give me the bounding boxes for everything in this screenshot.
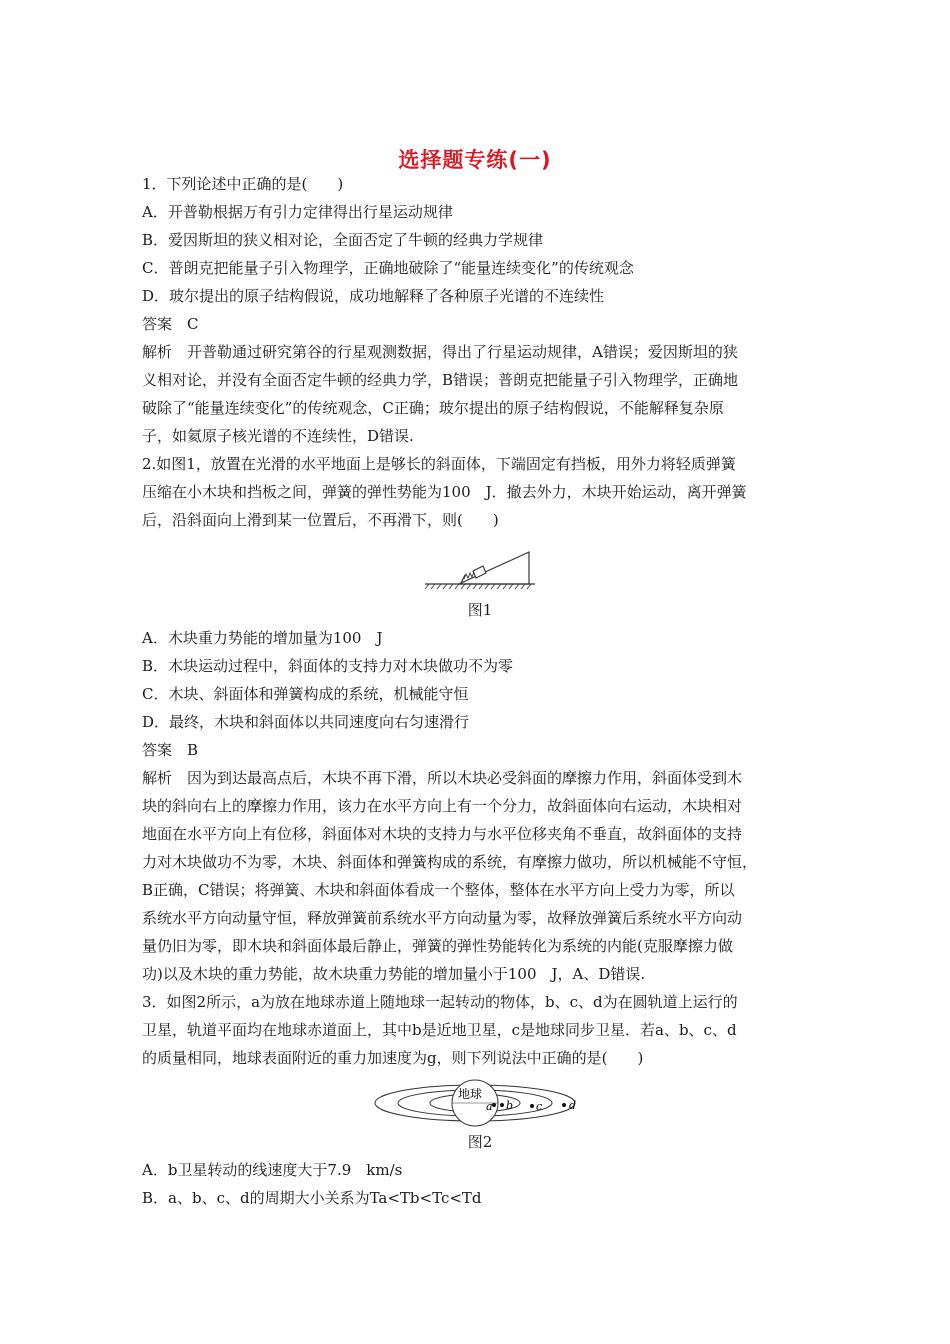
question-3-stem-line: 的质量相同，地球表面附近的重力加速度为g，则下列说法中正确的是( ) (142, 1049, 644, 1067)
label-d: d (569, 1099, 577, 1112)
question-2-option-d: D．最终，木块和斜面体以共同速度向右匀速滑行 (142, 713, 470, 731)
label-a: a (486, 1100, 493, 1113)
question-3 (142, 988, 818, 1212)
question-2-stem-line: 压缩在小木块和挡板之间，弹簧的弹性势能为100 J．撤去外力，木块开始运动，离开弹簧 (142, 483, 747, 501)
content (142, 170, 818, 1212)
question-2-analysis-line: 解析 因为到达最高点后，木块不再下滑，所以木块必受斜面的摩擦力作用，斜面体受到木 (142, 769, 743, 787)
question-2-option-b: B．木块运动过程中，斜面体的支持力对木块做功不为零 (142, 657, 514, 675)
point-b (500, 1103, 504, 1107)
figure-2 (142, 1072, 818, 1128)
question-3-option-b: B．a、b、c、d的周期大小关系为Ta<Tb<Tc<Td (142, 1189, 482, 1207)
question-1-analysis-line: 解析 开普勒通过研究第谷的行星观测数据，得出了行星运动规律，A错误；爱因斯坦的狭 (142, 343, 738, 361)
question-1-answer: 答案 C (142, 315, 199, 333)
earth-label: 地球 (457, 1087, 483, 1101)
question-1-option-b: B．爱因斯坦的狭义相对论，全面否定了牛顿的经典力学规律 (142, 231, 544, 249)
figure-1-caption: 图1 (467, 601, 493, 619)
question-1-option-c: C．普朗克把能量子引入物理学，正确地破除了“能量连续变化”的传统观念 (142, 259, 634, 277)
question-1-option-d: D．玻尔提出的原子结构假说，成功地解释了各种原子光谱的不连续性 (142, 287, 605, 305)
question-2-analysis-line: 块的斜向右上的摩擦力作用，该力在水平方向上有一个分力，故斜面体向右运动，木块相对 (142, 797, 743, 815)
figure-1 (142, 534, 818, 596)
point-a (492, 1103, 496, 1107)
point-c (530, 1104, 534, 1108)
question-1 (142, 170, 818, 450)
question-3-stem-line: 3．如图2所示，a为放在地球赤道上随地球一起转动的物体，b、c、d为在圆轨道上运行的 (142, 993, 738, 1011)
question-2-option-a: A．木块重力势能的增加量为100 J (142, 629, 383, 647)
label-b: b (506, 1099, 514, 1112)
question-2-analysis-line: 地面在水平方向上有位移，斜面体对木块的支持力与水平位移夹角不垂直，故斜面体的支持 (142, 825, 743, 843)
question-1-analysis-line: 子，如氦原子核光谱的不连续性，D错误. (142, 427, 414, 445)
question-1-option-a: A．开普勒根据万有引力定律得出行星运动规律 (142, 203, 453, 221)
question-1-analysis-line: 破除了“能量连续变化”的传统观念，C正确；玻尔提出的原子结构假说，不能解释复杂原 (142, 399, 724, 417)
question-3-stem-line: 卫星，轨道平面均在地球赤道面上，其中b是近地卫星，c是地球同步卫星．若a、b、c、d (142, 1021, 737, 1039)
figure-2-caption: 图2 (467, 1133, 493, 1151)
question-2-answer: 答案 B (142, 741, 199, 759)
question-1-stem: 1．下列论述中正确的是( ) (142, 175, 344, 193)
label-c: c (536, 1100, 543, 1113)
question-2-option-c: C．木块、斜面体和弹簧构成的系统，机械能守恒 (142, 685, 469, 703)
page-title: 选择题专练(一) (398, 148, 552, 172)
question-3-option-a: A．b卫星转动的线速度大于7.9 km/s (142, 1161, 403, 1179)
question-2-analysis-line: 力对木块做功不为零，木块、斜面体和弹簧构成的系统，有摩擦力做功，所以机械能不守恒， (142, 853, 758, 871)
question-2-analysis-line: B正确，C错误；将弹簧、木块和斜面体看成一个整体，整体在水平方向上受力为零，所以 (142, 881, 735, 899)
question-2-analysis-line: 功)以及木块的重力势能，故木块重力势能的增加量小于100 J，A、D错误. (142, 965, 646, 983)
incline-diagram (425, 546, 535, 596)
question-2-analysis-line: 系统水平方向动量守恒，释放弹簧前系统水平方向动量为零，故释放弹簧后系统水平方向动 (142, 909, 743, 927)
question-2-stem-line: 2.如图1，放置在光滑的水平地面上是够长的斜面体，下端固定有挡板，用外力将轻质弹簧 (142, 455, 736, 473)
orbit-diagram (370, 1072, 590, 1128)
question-1-analysis-line: 义相对论，并没有全面否定牛顿的经典力学，B错误；普朗克把能量子引入物理学，正确地 (142, 371, 739, 389)
question-2-stem-line: 后，沿斜面向上滑到某一位置后，不再滑下，则( ) (142, 511, 499, 529)
question-2 (142, 450, 818, 988)
point-d (562, 1103, 566, 1107)
question-2-analysis-line: 量仍旧为零，即木块和斜面体最后静止，弹簧的弹性势能转化为系统的内能(克服摩擦力做 (142, 937, 733, 955)
